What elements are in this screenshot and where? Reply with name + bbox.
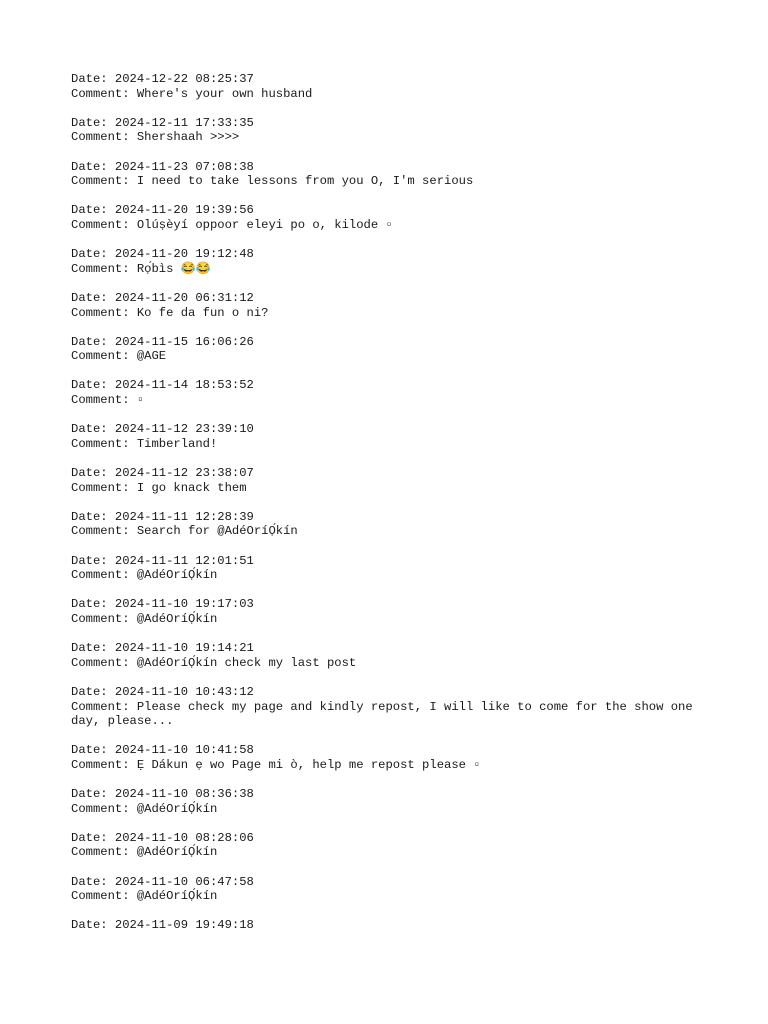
date-value: 2024-11-10 19:17:03 bbox=[114, 597, 254, 612]
date-label: Date: bbox=[71, 72, 115, 86]
date-label: Date: bbox=[71, 743, 115, 758]
comment-entry bbox=[71, 510, 701, 539]
comment-entry bbox=[71, 203, 701, 232]
date-value: 2024-11-20 19:12:48 bbox=[114, 247, 254, 262]
date-value: 2024-11-12 23:39:10 bbox=[114, 422, 254, 437]
comment-label: Comment: bbox=[71, 86, 137, 101]
entry-date bbox=[71, 831, 701, 846]
comment-text: ▫ bbox=[136, 393, 145, 408]
date-value: 2024-11-20 06:31:12 bbox=[114, 290, 254, 305]
comment-text: I go knack them bbox=[136, 480, 247, 495]
date-label: Date: bbox=[71, 115, 115, 130]
date-value: 2024-12-22 08:25:37 bbox=[114, 72, 254, 86]
comment-label: Comment: bbox=[71, 889, 137, 904]
date-label: Date: bbox=[71, 378, 115, 393]
date-value: 2024-11-09 19:49:18 bbox=[114, 918, 254, 933]
date-label: Date: bbox=[71, 422, 115, 437]
comment-entry bbox=[71, 335, 701, 364]
date-value: 2024-11-11 12:28:39 bbox=[114, 509, 254, 524]
date-value: 2024-11-15 16:06:26 bbox=[114, 334, 254, 349]
comment-entry bbox=[71, 641, 701, 670]
comment-entry bbox=[71, 116, 701, 145]
comment-label: Comment: bbox=[71, 757, 137, 772]
comment-text: Where's your own husband bbox=[136, 86, 313, 101]
comment-entry bbox=[71, 72, 701, 101]
date-value: 2024-11-11 12:01:51 bbox=[114, 553, 254, 568]
date-label: Date: bbox=[71, 466, 115, 481]
date-value: 2024-12-11 17:33:35 bbox=[114, 115, 254, 130]
comment-log bbox=[71, 72, 701, 948]
entry-date bbox=[71, 116, 701, 131]
entry-comment bbox=[71, 524, 701, 539]
comment-entry bbox=[71, 291, 701, 320]
comment-label: Comment: bbox=[71, 655, 137, 670]
comment-label: Comment: bbox=[71, 568, 137, 583]
entry-date bbox=[71, 203, 701, 218]
entry-comment bbox=[71, 306, 701, 321]
date-label: Date: bbox=[71, 918, 115, 933]
entry-date bbox=[71, 291, 701, 306]
entry-comment bbox=[71, 758, 701, 773]
date-value: 2024-11-12 23:38:07 bbox=[114, 466, 254, 481]
entry-date bbox=[71, 247, 701, 262]
entry-comment bbox=[71, 437, 701, 452]
entry-date bbox=[71, 875, 701, 890]
entry-date bbox=[71, 743, 701, 758]
comment-text: Olúṣèyí oppoor eleyi po o, kilode ▫ bbox=[136, 217, 393, 232]
entry-date bbox=[71, 918, 701, 933]
comment-text: @AGE bbox=[136, 349, 167, 364]
comment-entry bbox=[71, 743, 701, 772]
comment-label: Comment: bbox=[71, 524, 137, 539]
comment-text: Please check my page and kindly repost, I will like to come for the show one day, please... bbox=[71, 699, 700, 729]
date-label: Date: bbox=[71, 290, 115, 305]
entry-comment bbox=[71, 349, 701, 364]
comment-label: Comment: bbox=[71, 174, 137, 189]
entry-date bbox=[71, 554, 701, 569]
comment-text: Ko fe da fun o ni? bbox=[136, 305, 269, 320]
comment-text: @AdéOríỌ́kín check my last post bbox=[136, 655, 357, 670]
comment-label: Comment: bbox=[71, 305, 137, 320]
date-value: 2024-11-10 19:14:21 bbox=[114, 641, 254, 656]
date-value: 2024-11-10 08:36:38 bbox=[114, 787, 254, 802]
entry-date bbox=[71, 335, 701, 350]
comment-entry bbox=[71, 466, 701, 495]
date-label: Date: bbox=[71, 787, 115, 802]
comment-entry bbox=[71, 160, 701, 189]
comment-text: @AdéOríỌ́kín bbox=[136, 889, 218, 904]
comment-text: Shershaah >>>> bbox=[136, 130, 240, 145]
date-label: Date: bbox=[71, 830, 115, 845]
date-value: 2024-11-23 07:08:38 bbox=[114, 159, 254, 174]
date-label: Date: bbox=[71, 684, 115, 699]
comment-label: Comment: bbox=[71, 699, 137, 714]
comment-entry bbox=[71, 875, 701, 904]
entry-comment bbox=[71, 174, 701, 189]
date-value: 2024-11-10 10:43:12 bbox=[114, 684, 254, 699]
comment-label: Comment: bbox=[71, 349, 137, 364]
comment-entry bbox=[71, 918, 701, 933]
comment-label: Comment: bbox=[71, 480, 137, 495]
comment-text: @AdéOríỌ́kín bbox=[136, 568, 218, 583]
comment-label: Comment: bbox=[71, 845, 137, 860]
entry-comment bbox=[71, 845, 701, 860]
date-label: Date: bbox=[71, 597, 115, 612]
date-label: Date: bbox=[71, 334, 115, 349]
comment-text: Ẹ Dákun ẹ wo Page mi ò, help me repost please ▫ bbox=[136, 757, 481, 772]
date-label: Date: bbox=[71, 247, 115, 262]
comment-entry bbox=[71, 554, 701, 583]
entry-date bbox=[71, 466, 701, 481]
entry-comment bbox=[71, 130, 701, 145]
date-label: Date: bbox=[71, 874, 115, 889]
comment-label: Comment: bbox=[71, 611, 137, 626]
entry-comment bbox=[71, 656, 701, 671]
comment-label: Comment: bbox=[71, 217, 137, 232]
comment-text: Rọ́bìs 😂😂 bbox=[136, 261, 212, 276]
comment-text: @AdéOríỌ́kín bbox=[136, 801, 218, 816]
date-label: Date: bbox=[71, 509, 115, 524]
date-value: 2024-11-14 18:53:52 bbox=[114, 378, 254, 393]
comment-entry bbox=[71, 597, 701, 626]
comment-entry bbox=[71, 422, 701, 451]
comment-entry bbox=[71, 831, 701, 860]
comment-text: @AdéOríỌ́kín bbox=[136, 845, 218, 860]
entry-date bbox=[71, 787, 701, 802]
entry-comment bbox=[71, 393, 701, 408]
comment-entry bbox=[71, 247, 701, 276]
entry-date bbox=[71, 422, 701, 437]
entry-comment bbox=[71, 700, 701, 729]
entry-date bbox=[71, 510, 701, 525]
comment-entry bbox=[71, 685, 701, 729]
entry-comment bbox=[71, 612, 701, 627]
comment-entry bbox=[71, 378, 701, 407]
entry-comment bbox=[71, 262, 701, 277]
comment-label: Comment: bbox=[71, 261, 137, 276]
entry-date bbox=[71, 72, 701, 87]
comment-text: @AdéOríỌ́kín bbox=[136, 611, 218, 626]
entry-comment bbox=[71, 802, 701, 817]
comment-label: Comment: bbox=[71, 393, 137, 408]
date-value: 2024-11-20 19:39:56 bbox=[114, 203, 254, 218]
comment-text: I need to take lessons from you O, I'm serious bbox=[136, 174, 474, 189]
entry-comment bbox=[71, 568, 701, 583]
entry-date bbox=[71, 641, 701, 656]
entry-comment bbox=[71, 87, 701, 102]
entry-date bbox=[71, 685, 701, 700]
entry-date bbox=[71, 597, 701, 612]
comment-text: Search for @AdéOríỌ́kín bbox=[136, 524, 298, 539]
date-label: Date: bbox=[71, 553, 115, 568]
date-label: Date: bbox=[71, 641, 115, 656]
comment-label: Comment: bbox=[71, 436, 137, 451]
comment-label: Comment: bbox=[71, 130, 137, 145]
entry-comment bbox=[71, 481, 701, 496]
date-value: 2024-11-10 06:47:58 bbox=[114, 874, 254, 889]
date-label: Date: bbox=[71, 203, 115, 218]
entry-date bbox=[71, 160, 701, 175]
entry-comment bbox=[71, 889, 701, 904]
date-value: 2024-11-10 10:41:58 bbox=[114, 743, 254, 758]
comment-entry bbox=[71, 787, 701, 816]
date-label: Date: bbox=[71, 159, 115, 174]
comment-text: Timberland! bbox=[136, 436, 218, 451]
comment-label: Comment: bbox=[71, 801, 137, 816]
date-value: 2024-11-10 08:28:06 bbox=[114, 830, 254, 845]
entry-date bbox=[71, 378, 701, 393]
entry-comment bbox=[71, 218, 701, 233]
